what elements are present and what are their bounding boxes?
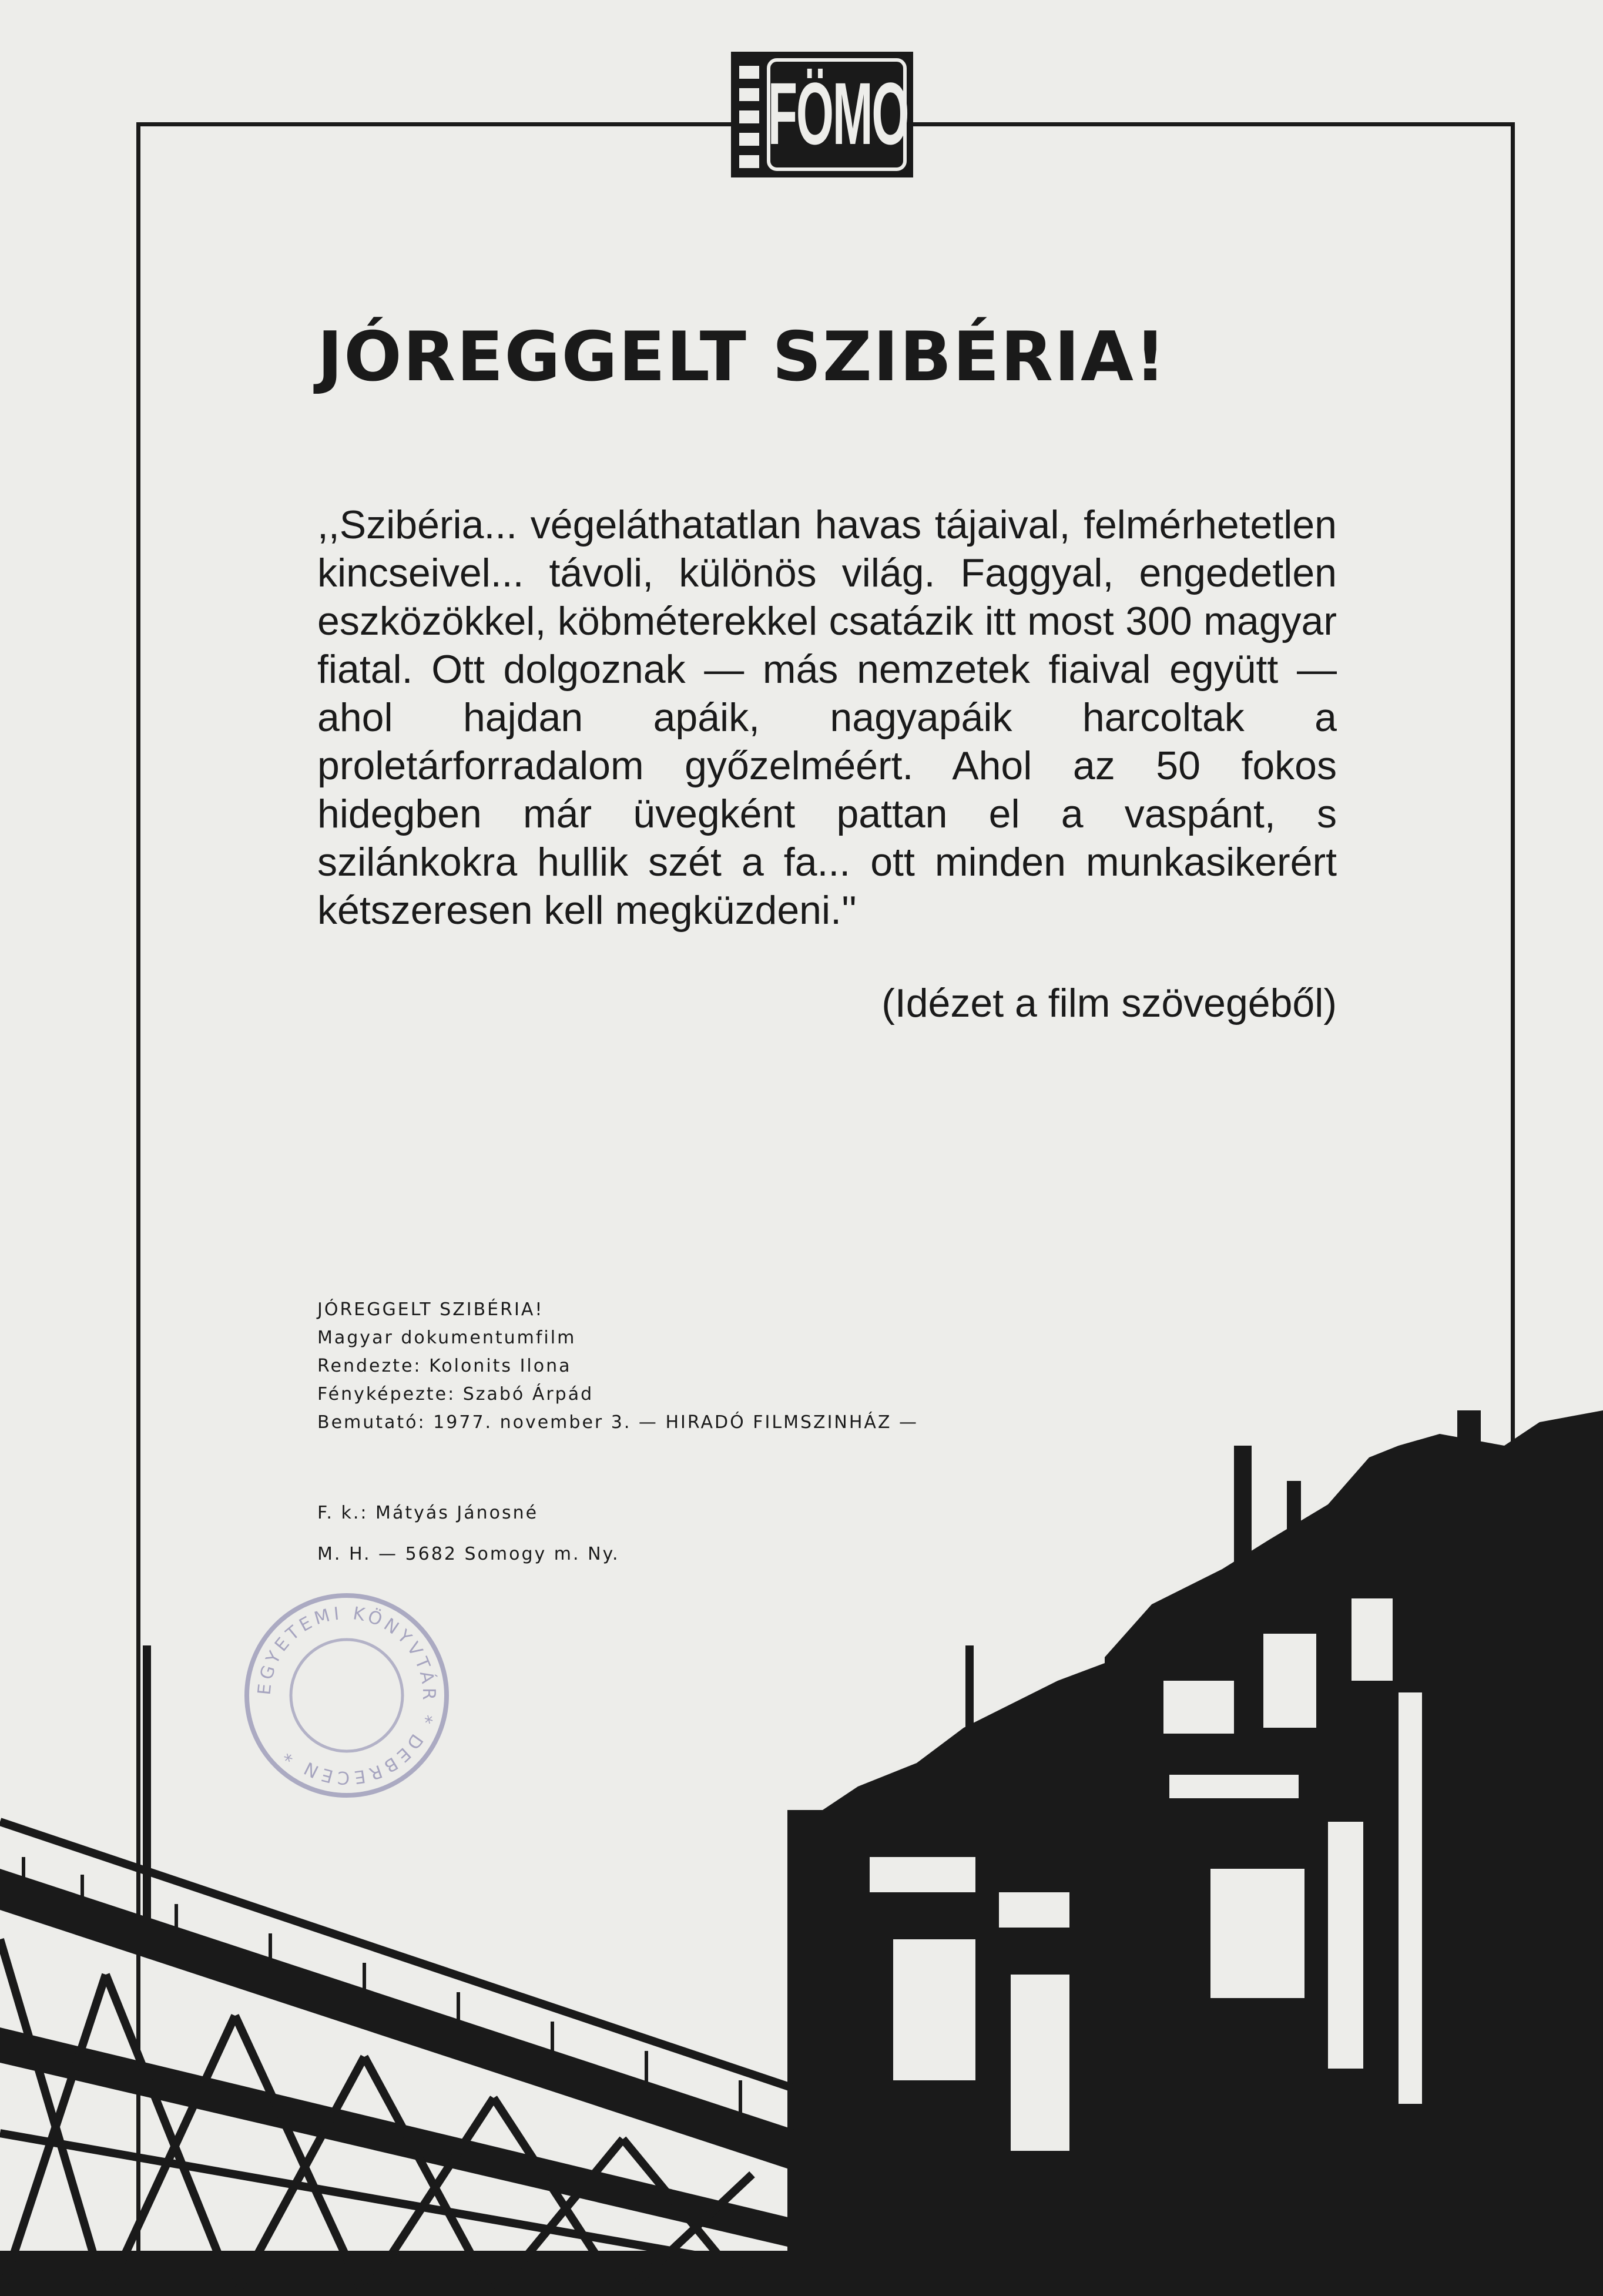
credits-director: Rendezte: Kolonits Ilona bbox=[317, 1356, 572, 1376]
credits-film-title: JÓREGGELT SZIBÉRIA! bbox=[317, 1299, 544, 1320]
stamp-icon bbox=[241, 1590, 452, 1801]
credits-camera: Fényképezte: Szabó Árpád bbox=[317, 1384, 594, 1405]
film-quote: ,,Szibéria... végeláthatatlan havas tájaival, felmérhetetlen kincseivel... távoli, különös világ. Faggyal, engedetlen eszközökkel, köbméterekkel csatázik itt most 300 magyar fiatal. Ott dolgoznak — más nemzetek fiaival együtt — ahol hajdan apáik, nagyapáik harcoltak a proletárforradalom győzelméért. Ahol az 50 fokos hidegben már üvegként pattan el a vaspánt, s szilánkokra hullik szét a fa... ott minden munkasikerért kétszeresen kell megküzdeni.'' bbox=[317, 502, 1337, 933]
credits-genre: Magyar dokumentumfilm bbox=[317, 1328, 576, 1348]
imprint-printer: M. H. — 5682 Somogy m. Ny. bbox=[317, 1544, 620, 1564]
svg-text:EGYETEMI KÖNYVTÁR * DEBRECEN * bbox=[254, 1603, 440, 1788]
page-title: JÓREGGELT SZIBÉRIA! bbox=[317, 317, 1167, 397]
logo-text: FÖMO bbox=[767, 63, 908, 163]
imprint-editor: F. k.: Mátyás Jánosné bbox=[317, 1503, 539, 1523]
library-stamp bbox=[241, 1590, 452, 1801]
fomo-logo bbox=[731, 52, 913, 177]
stamp-text: EGYETEMI KÖNYVTÁR * DEBRECEN * bbox=[254, 1603, 440, 1788]
steel-structure-icon bbox=[0, 1410, 1603, 2296]
industrial-photo bbox=[0, 1410, 1603, 2296]
quote-source: (Idézet a film szövegéből) bbox=[881, 981, 1337, 1025]
credits-premiere: Bemutató: 1977. november 3. — HIRADÓ FILMSZINHÁZ — bbox=[317, 1412, 919, 1433]
